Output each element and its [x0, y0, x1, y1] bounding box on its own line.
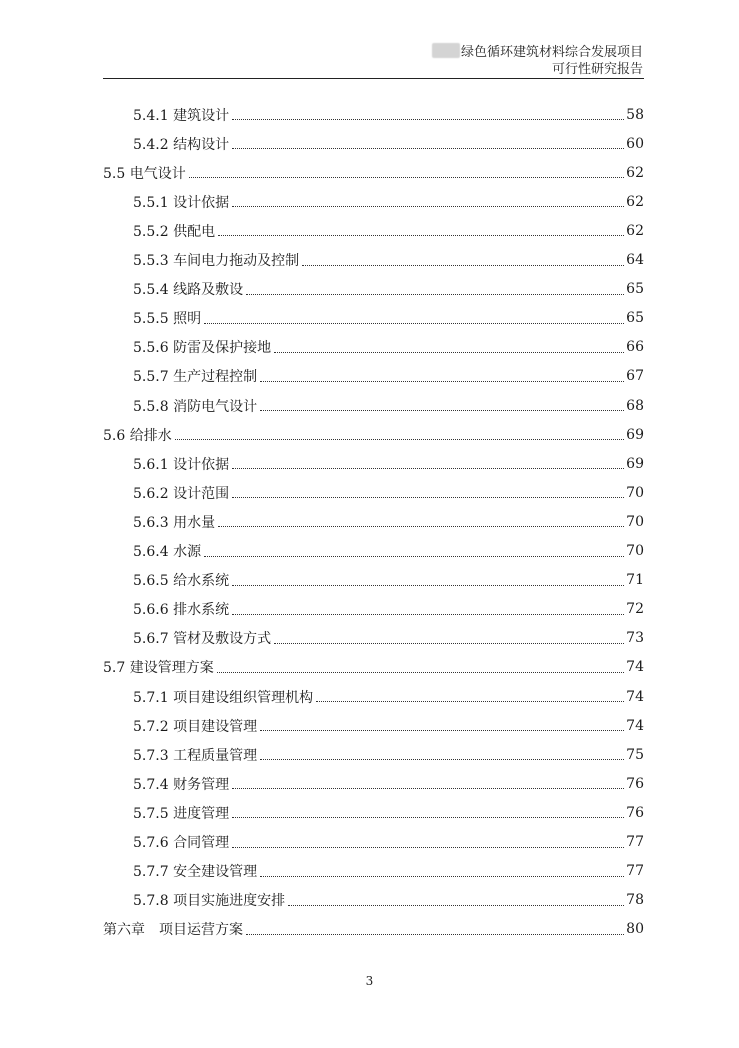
toc-entry[interactable] — [133, 798, 644, 827]
toc-entry-page: 77 — [626, 834, 644, 850]
toc-entry-label: 5.6 给排水 — [103, 427, 172, 444]
toc-entry[interactable] — [133, 566, 644, 595]
toc-entry-page: 75 — [626, 746, 644, 763]
toc-entry-page: 76 — [626, 804, 644, 821]
toc-entry-page: 58 — [626, 106, 644, 123]
toc-entry-page: 74 — [626, 659, 644, 676]
toc-entry[interactable] — [133, 187, 644, 216]
toc-entry-label: 5.4.1 建筑设计 — [133, 107, 230, 124]
toc-entry[interactable] — [133, 449, 644, 478]
toc-entry-label: 第六章 项目运营方案 — [103, 922, 243, 939]
toc-entry-label: 5.7.4 财务管理 — [133, 776, 230, 793]
page-number: 3 — [365, 974, 374, 988]
toc-entry-page: 60 — [626, 135, 644, 152]
toc-entry-label: 5.7.8 项目实施进度安排 — [133, 893, 286, 910]
toc-entry[interactable] — [133, 682, 644, 711]
toc-entry-page: 78 — [626, 892, 644, 909]
toc-entry-label: 5.6.3 用水量 — [133, 514, 216, 531]
toc-dot-leader — [218, 235, 624, 236]
toc-dot-leader — [232, 119, 624, 120]
toc-entry-page: 77 — [626, 863, 644, 880]
toc-entry[interactable] — [103, 653, 644, 682]
toc-entry-page: 74 — [626, 688, 644, 705]
toc-entry-label: 5.6.4 水源 — [133, 544, 202, 560]
toc-entry[interactable] — [103, 915, 644, 944]
toc-entry-label: 5.7.6 合同管理 — [133, 835, 230, 851]
redacted-name-block — [432, 43, 460, 58]
toc-entry-page: 72 — [626, 601, 644, 618]
toc-entry[interactable] — [133, 362, 644, 391]
toc-entry-label: 5.6.6 排水系统 — [133, 602, 230, 619]
toc-entry-label: 5.7.1 项目建设组织管理机构 — [133, 689, 314, 706]
toc-entry-page: 69 — [626, 426, 644, 443]
toc-entry[interactable] — [133, 537, 644, 566]
header-title-line — [432, 43, 643, 61]
toc-entry-page: 70 — [626, 513, 644, 530]
toc-entry[interactable] — [103, 420, 644, 449]
toc-dot-leader — [302, 265, 624, 266]
toc-entry-label: 5.5 电气设计 — [103, 165, 186, 182]
toc-entry[interactable] — [133, 740, 644, 769]
toc-entry-label: 5.7.7 安全建设管理 — [133, 864, 258, 881]
toc-entry[interactable] — [133, 478, 644, 507]
toc-entry[interactable] — [133, 507, 644, 536]
toc-dot-leader — [260, 759, 624, 760]
toc-entry-label: 5.5.6 防雷及保护接地 — [133, 340, 272, 357]
toc-entry-label: 5.7.5 进度管理 — [133, 805, 230, 822]
toc-entry-label: 5.5.1 设计依据 — [133, 194, 230, 211]
header-subtitle: 可行性研究报告 — [551, 62, 643, 77]
toc-dot-leader — [189, 177, 624, 178]
page-header — [103, 43, 643, 78]
toc-entry[interactable] — [133, 333, 644, 362]
toc-entry-label: 5.5.5 照明 — [133, 311, 202, 328]
toc-dot-leader — [232, 148, 624, 149]
toc-entry[interactable] — [133, 624, 644, 653]
toc-dot-leader — [288, 905, 624, 906]
toc-dot-leader — [260, 876, 624, 877]
toc-entry[interactable] — [133, 129, 644, 158]
toc-entry-page: 65 — [626, 310, 644, 327]
toc-dot-leader — [274, 643, 624, 644]
toc-entry-page: 74 — [626, 717, 644, 734]
toc-dot-leader — [218, 526, 624, 527]
toc-dot-leader — [316, 701, 624, 702]
toc-entry-label: 5.7.2 项目建设管理 — [133, 718, 258, 735]
toc-entry[interactable] — [133, 886, 644, 915]
toc-entry[interactable] — [133, 216, 644, 245]
toc-entry-page: 73 — [626, 630, 644, 647]
toc-entry[interactable] — [133, 275, 644, 304]
toc-dot-leader — [175, 439, 624, 440]
toc-entry-label: 5.4.2 结构设计 — [133, 136, 230, 153]
toc-entry-page: 76 — [626, 775, 644, 792]
toc-dot-leader — [232, 206, 624, 207]
toc-entry-page: 62 — [626, 222, 644, 239]
toc-entry[interactable] — [133, 246, 644, 275]
toc-entry-label: 5.6.5 给水系统 — [133, 573, 230, 590]
toc-entry-page: 70 — [626, 484, 644, 501]
toc-entry-label: 5.5.4 线路及敷设 — [133, 282, 244, 299]
toc-entry[interactable] — [133, 391, 644, 420]
toc-entry-label: 5.7 建设管理方案 — [103, 660, 214, 677]
toc-dot-leader — [232, 847, 624, 848]
toc-entry-page: 71 — [626, 572, 644, 589]
toc-dot-leader — [246, 934, 624, 935]
toc-entry[interactable] — [133, 595, 644, 624]
toc-dot-leader — [260, 381, 624, 382]
toc-entry-label: 5.6.1 设计依据 — [133, 456, 230, 473]
toc-dot-leader — [232, 585, 624, 586]
toc-entry-page: 62 — [626, 193, 644, 210]
toc-dot-leader — [274, 352, 624, 353]
toc-dot-leader — [217, 672, 624, 673]
toc-dot-leader — [246, 294, 624, 295]
toc-entry-label: 5.6.7 管材及敷设方式 — [133, 631, 272, 648]
toc-entry[interactable] — [133, 828, 644, 857]
header-rule — [103, 78, 644, 79]
toc-entry-page: 66 — [626, 339, 644, 356]
toc-entry-label: 5.5.7 生产过程控制 — [133, 369, 258, 386]
toc-entry-label: 5.6.2 设计范围 — [133, 485, 230, 502]
toc-entry-label: 5.5.2 供配电 — [133, 223, 216, 240]
toc-entry-page: 80 — [626, 921, 644, 938]
toc-entry-label: 5.5.3 车间电力拖动及控制 — [133, 253, 300, 269]
toc-entry[interactable] — [133, 711, 644, 740]
toc-dot-leader — [232, 817, 624, 818]
header-title: 绿色循环建筑材料综合发展项目 — [460, 45, 643, 60]
toc-entry[interactable] — [133, 100, 644, 129]
toc-entry-label: 5.5.8 消防电气设计 — [133, 398, 258, 415]
toc-entry-page: 69 — [626, 455, 644, 472]
toc-entry-page: 64 — [626, 252, 644, 268]
toc-dot-leader — [204, 323, 624, 324]
toc-dot-leader — [232, 614, 624, 615]
toc-dot-leader — [204, 556, 624, 557]
toc-entry-page: 67 — [626, 368, 644, 385]
toc-dot-leader — [260, 410, 624, 411]
toc-entry-page: 68 — [626, 397, 644, 414]
toc-entry[interactable] — [133, 769, 644, 798]
toc-entry-page: 62 — [626, 164, 644, 181]
toc-entry[interactable] — [133, 857, 644, 886]
toc-entry-label: 5.7.3 工程质量管理 — [133, 747, 258, 764]
toc-dot-leader — [260, 730, 624, 731]
toc-dot-leader — [232, 468, 624, 469]
toc-entry-page: 65 — [626, 281, 644, 298]
toc-entry[interactable] — [103, 158, 644, 187]
toc-dot-leader — [232, 788, 624, 789]
toc-dot-leader — [232, 497, 624, 498]
toc-entry[interactable] — [133, 304, 644, 333]
toc-entry-page: 70 — [626, 543, 644, 559]
